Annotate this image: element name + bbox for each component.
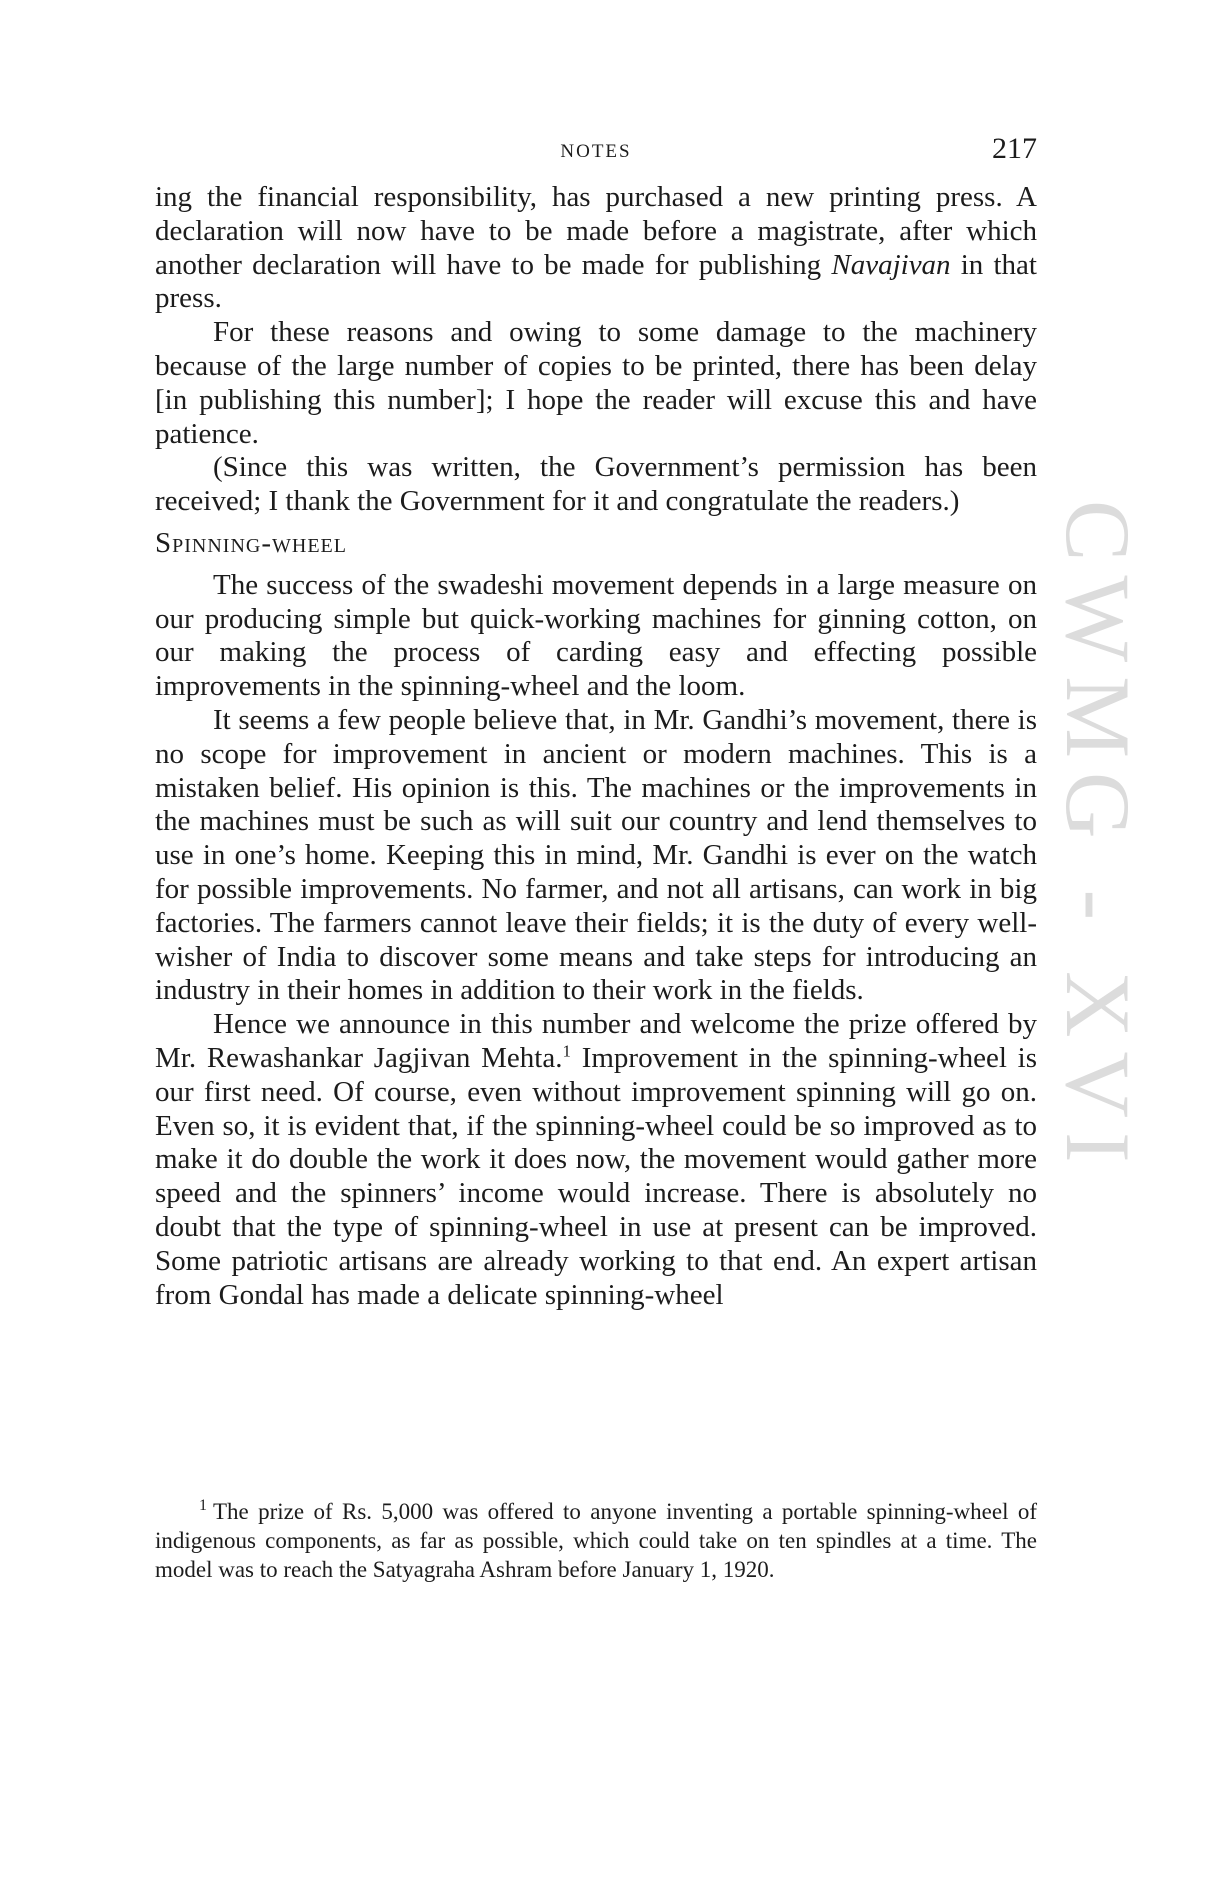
paragraph — [155, 1008, 1037, 1312]
paragraph-text: ing the financial responsibility, has purchased a new printing press. A declaration will now have to be made before a magistrate, after which another declaration will have to be made for publishing — [155, 181, 1037, 281]
paragraph-text: in that press. — [155, 248, 1037, 315]
paragraph: (Since this was written, the Government’s permission has been received; I thank the Government for it and congratulate the readers.) — [155, 451, 1037, 518]
watermark — [1047, 500, 1149, 1400]
body-text — [155, 181, 1037, 1312]
watermark-text: CWMG - XVI — [1047, 500, 1149, 1177]
section-heading: Spinning-wheel — [155, 526, 347, 559]
footnote-text: The prize of Rs. 5,000 was offered to anyone inventing a portable spinning-wheel of indigenous components, as far as possible, which could take on ten spindles at a time. The model was to reach the Satyagraha Ashram before January 1, 1920. — [155, 1499, 1037, 1582]
footnote — [155, 1497, 1037, 1584]
footnote-reference[interactable]: 1 — [562, 1041, 571, 1061]
newspaper-title: Navajivan — [831, 248, 951, 281]
paragraph-text: Improvement in the spinning-wheel is our first need. Of course, even without improvement spinning will go on. Even so, it is evident that, if the spinning-wheel could be so improved as to make it do double the work it does now, the movement would gather more speed and the spinners’ income would increase. There is absolutely no doubt that the type of spinning-wheel in use at present can be improved. Some patriotic artisans are already working to that end. An expert artisan from Gondal has made a delicate spinning-wheel — [155, 1041, 1037, 1311]
paragraph: For these reasons and owing to some damage to the machinery because of the large number of copies to be printed, there has been delay [in publishing this number]; I hope the reader will excuse this and have patience. — [155, 316, 1037, 450]
page-header — [155, 132, 1037, 172]
page-number: 217 — [992, 132, 1037, 165]
running-head: NOTES — [560, 141, 632, 162]
document-page — [155, 0, 1037, 1890]
paragraph: The success of the swadeshi movement depends in a large measure on our producing simple but quick-working machines for ginning cotton, on our making the process of carding easy and effecting possible improvements in the spinning-wheel and the loom. — [155, 568, 1037, 703]
footnote-marker: 1 — [199, 1497, 207, 1515]
paragraph: It seems a few people believe that, in Mr. Gandhi’s movement, there is no scope for improvement in ancient or modern machines. This is a mistaken belief. His opinion is this. The machines or the improvements in the machines must be such as will suit our country and lend themselves to use in one’s home. Keeping this in mind, Mr. Gandhi is ever on the watch for possible improvements. No farmer, and not all artisans, can work in big factories. The farmers cannot leave their fields; it is the duty of every well-wisher of India to discover some means and take steps for introducing an industry in their homes in addition to their work in the fields. — [155, 703, 1037, 1007]
paragraph-text: Hence we announce in this number and welcome the prize offered by Mr. Rewashankar Jagjivan Mehta. — [155, 1008, 1037, 1074]
paragraph-continuation — [155, 181, 1037, 316]
